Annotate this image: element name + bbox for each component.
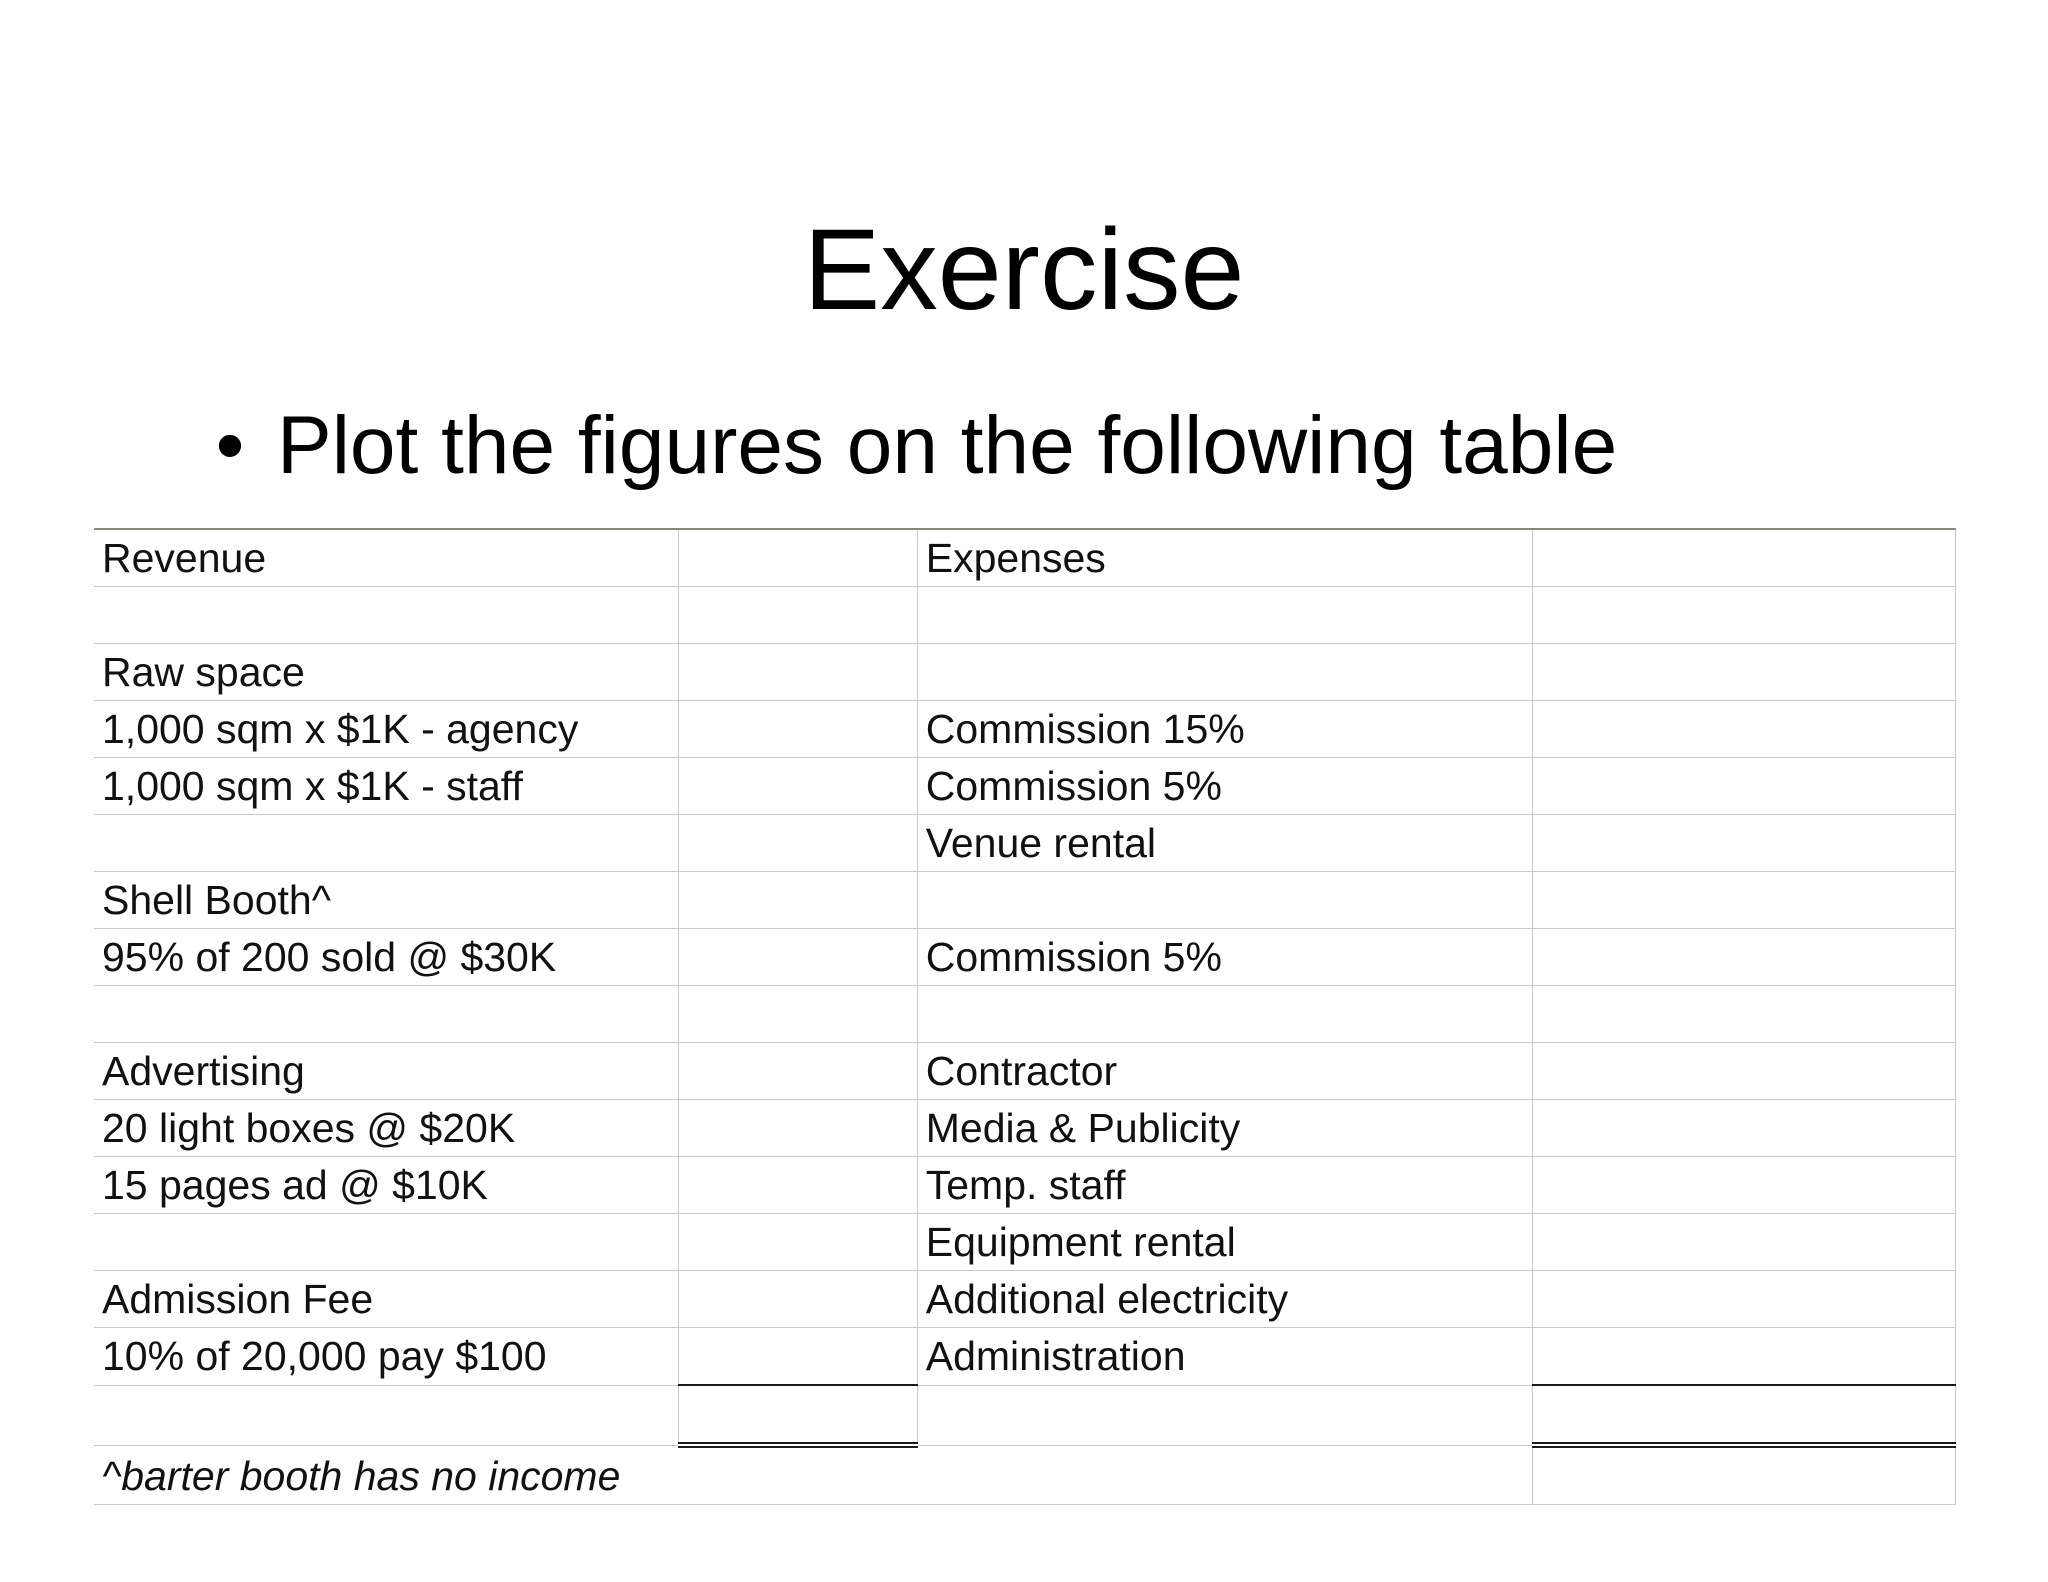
- table-row: [94, 529, 1956, 587]
- expense-amount-cell: [1533, 1445, 1956, 1505]
- expense-cell: Additional electricity: [917, 1271, 1532, 1328]
- revenue-amount-cell: [679, 1271, 918, 1328]
- revenue-amount-cell: [679, 701, 918, 758]
- table-row: [94, 815, 1956, 872]
- expense-amount-cell: [1533, 1214, 1956, 1271]
- expense-amount-cell: [1533, 815, 1956, 872]
- expense-cell: [917, 644, 1532, 701]
- expense-amount-cell: [1533, 1271, 1956, 1328]
- revenue-amount-cell: [679, 815, 918, 872]
- bullet-icon: •: [215, 400, 245, 491]
- revenue-cell: 95% of 200 sold @ $30K: [94, 929, 679, 986]
- expense-subtotal-cell: [1533, 1328, 1956, 1386]
- table-row: [94, 1328, 1956, 1386]
- table-row: [94, 1214, 1956, 1271]
- expense-amount-cell: [1533, 1157, 1956, 1214]
- table-row: [94, 701, 1956, 758]
- expense-cell: [917, 872, 1532, 929]
- expense-cell: [917, 986, 1532, 1043]
- revenue-cell: 15 pages ad @ $10K: [94, 1157, 679, 1214]
- revenue-amount-cell: [679, 1043, 918, 1100]
- expense-amount-cell: [1533, 587, 1956, 644]
- expense-cell: Equipment rental: [917, 1214, 1532, 1271]
- expense-amount-cell: [1533, 929, 1956, 986]
- expense-cell: Administration: [917, 1328, 1532, 1386]
- expense-cell: [917, 1385, 1532, 1445]
- table-row: [94, 1385, 1956, 1445]
- expense-cell: Commission 5%: [917, 758, 1532, 815]
- bullet-text: Plot the figures on the following table: [277, 400, 1618, 491]
- expense-cell: Commission 15%: [917, 701, 1532, 758]
- table-row: [94, 1445, 1956, 1505]
- revenue-amount-cell: [679, 1100, 918, 1157]
- revenue-cell: [94, 986, 679, 1043]
- expense-amount-cell: [1533, 529, 1956, 587]
- expense-cell: [917, 587, 1532, 644]
- revenue-cell: Admission Fee: [94, 1271, 679, 1328]
- table-row: [94, 644, 1956, 701]
- revenue-amount-cell: [679, 929, 918, 986]
- table-row: [94, 587, 1956, 644]
- revenue-cell: Advertising: [94, 1043, 679, 1100]
- revenue-cell: 20 light boxes @ $20K: [94, 1100, 679, 1157]
- expense-cell: Commission 5%: [917, 929, 1532, 986]
- revenue-amount-cell: [679, 986, 918, 1043]
- revenue-amount-cell: [679, 587, 918, 644]
- revenue-amount-cell: [679, 758, 918, 815]
- revenue-cell: [94, 587, 679, 644]
- budget-spreadsheet: [94, 528, 1956, 1499]
- expense-amount-cell: [1533, 872, 1956, 929]
- expense-amount-cell: [1533, 701, 1956, 758]
- expense-cell: Media & Publicity: [917, 1100, 1532, 1157]
- expense-total-cell: [1533, 1385, 1956, 1445]
- table-row: [94, 872, 1956, 929]
- expense-cell: Temp. staff: [917, 1157, 1532, 1214]
- expense-cell: [917, 1445, 1532, 1505]
- budget-table: [94, 528, 1956, 1505]
- revenue-cell: 10% of 20,000 pay $100: [94, 1328, 679, 1386]
- table-row: [94, 758, 1956, 815]
- expense-cell: Venue rental: [917, 815, 1532, 872]
- expense-cell: Contractor: [917, 1043, 1532, 1100]
- table-row: [94, 986, 1956, 1043]
- expense-amount-cell: [1533, 1043, 1956, 1100]
- table-row: [94, 1100, 1956, 1157]
- revenue-cell: [94, 1214, 679, 1271]
- revenue-amount-cell: [679, 1214, 918, 1271]
- expense-amount-cell: [1533, 1100, 1956, 1157]
- expense-amount-cell: [1533, 758, 1956, 815]
- table-row: [94, 1157, 1956, 1214]
- expense-amount-cell: [1533, 986, 1956, 1043]
- revenue-amount-cell: [679, 529, 918, 587]
- revenue-cell: [94, 815, 679, 872]
- footnote: ^barter booth has no income: [94, 1445, 917, 1505]
- revenue-total-cell: [679, 1385, 918, 1445]
- revenue-cell: 1,000 sqm x $1K - agency: [94, 701, 679, 758]
- table-row: [94, 929, 1956, 986]
- revenue-cell: [94, 1385, 679, 1445]
- slide-title: Exercise: [803, 206, 1245, 334]
- revenue-cell: Revenue: [94, 529, 679, 587]
- revenue-cell: Raw space: [94, 644, 679, 701]
- table-row: [94, 1043, 1956, 1100]
- table-row: [94, 1271, 1956, 1328]
- revenue-cell: Shell Booth^: [94, 872, 679, 929]
- revenue-amount-cell: [679, 644, 918, 701]
- expense-amount-cell: [1533, 644, 1956, 701]
- revenue-amount-cell: [679, 1157, 918, 1214]
- revenue-amount-cell: [679, 872, 918, 929]
- revenue-cell: 1,000 sqm x $1K - staff: [94, 758, 679, 815]
- expense-cell: Expenses: [917, 529, 1532, 587]
- revenue-subtotal-cell: [679, 1328, 918, 1386]
